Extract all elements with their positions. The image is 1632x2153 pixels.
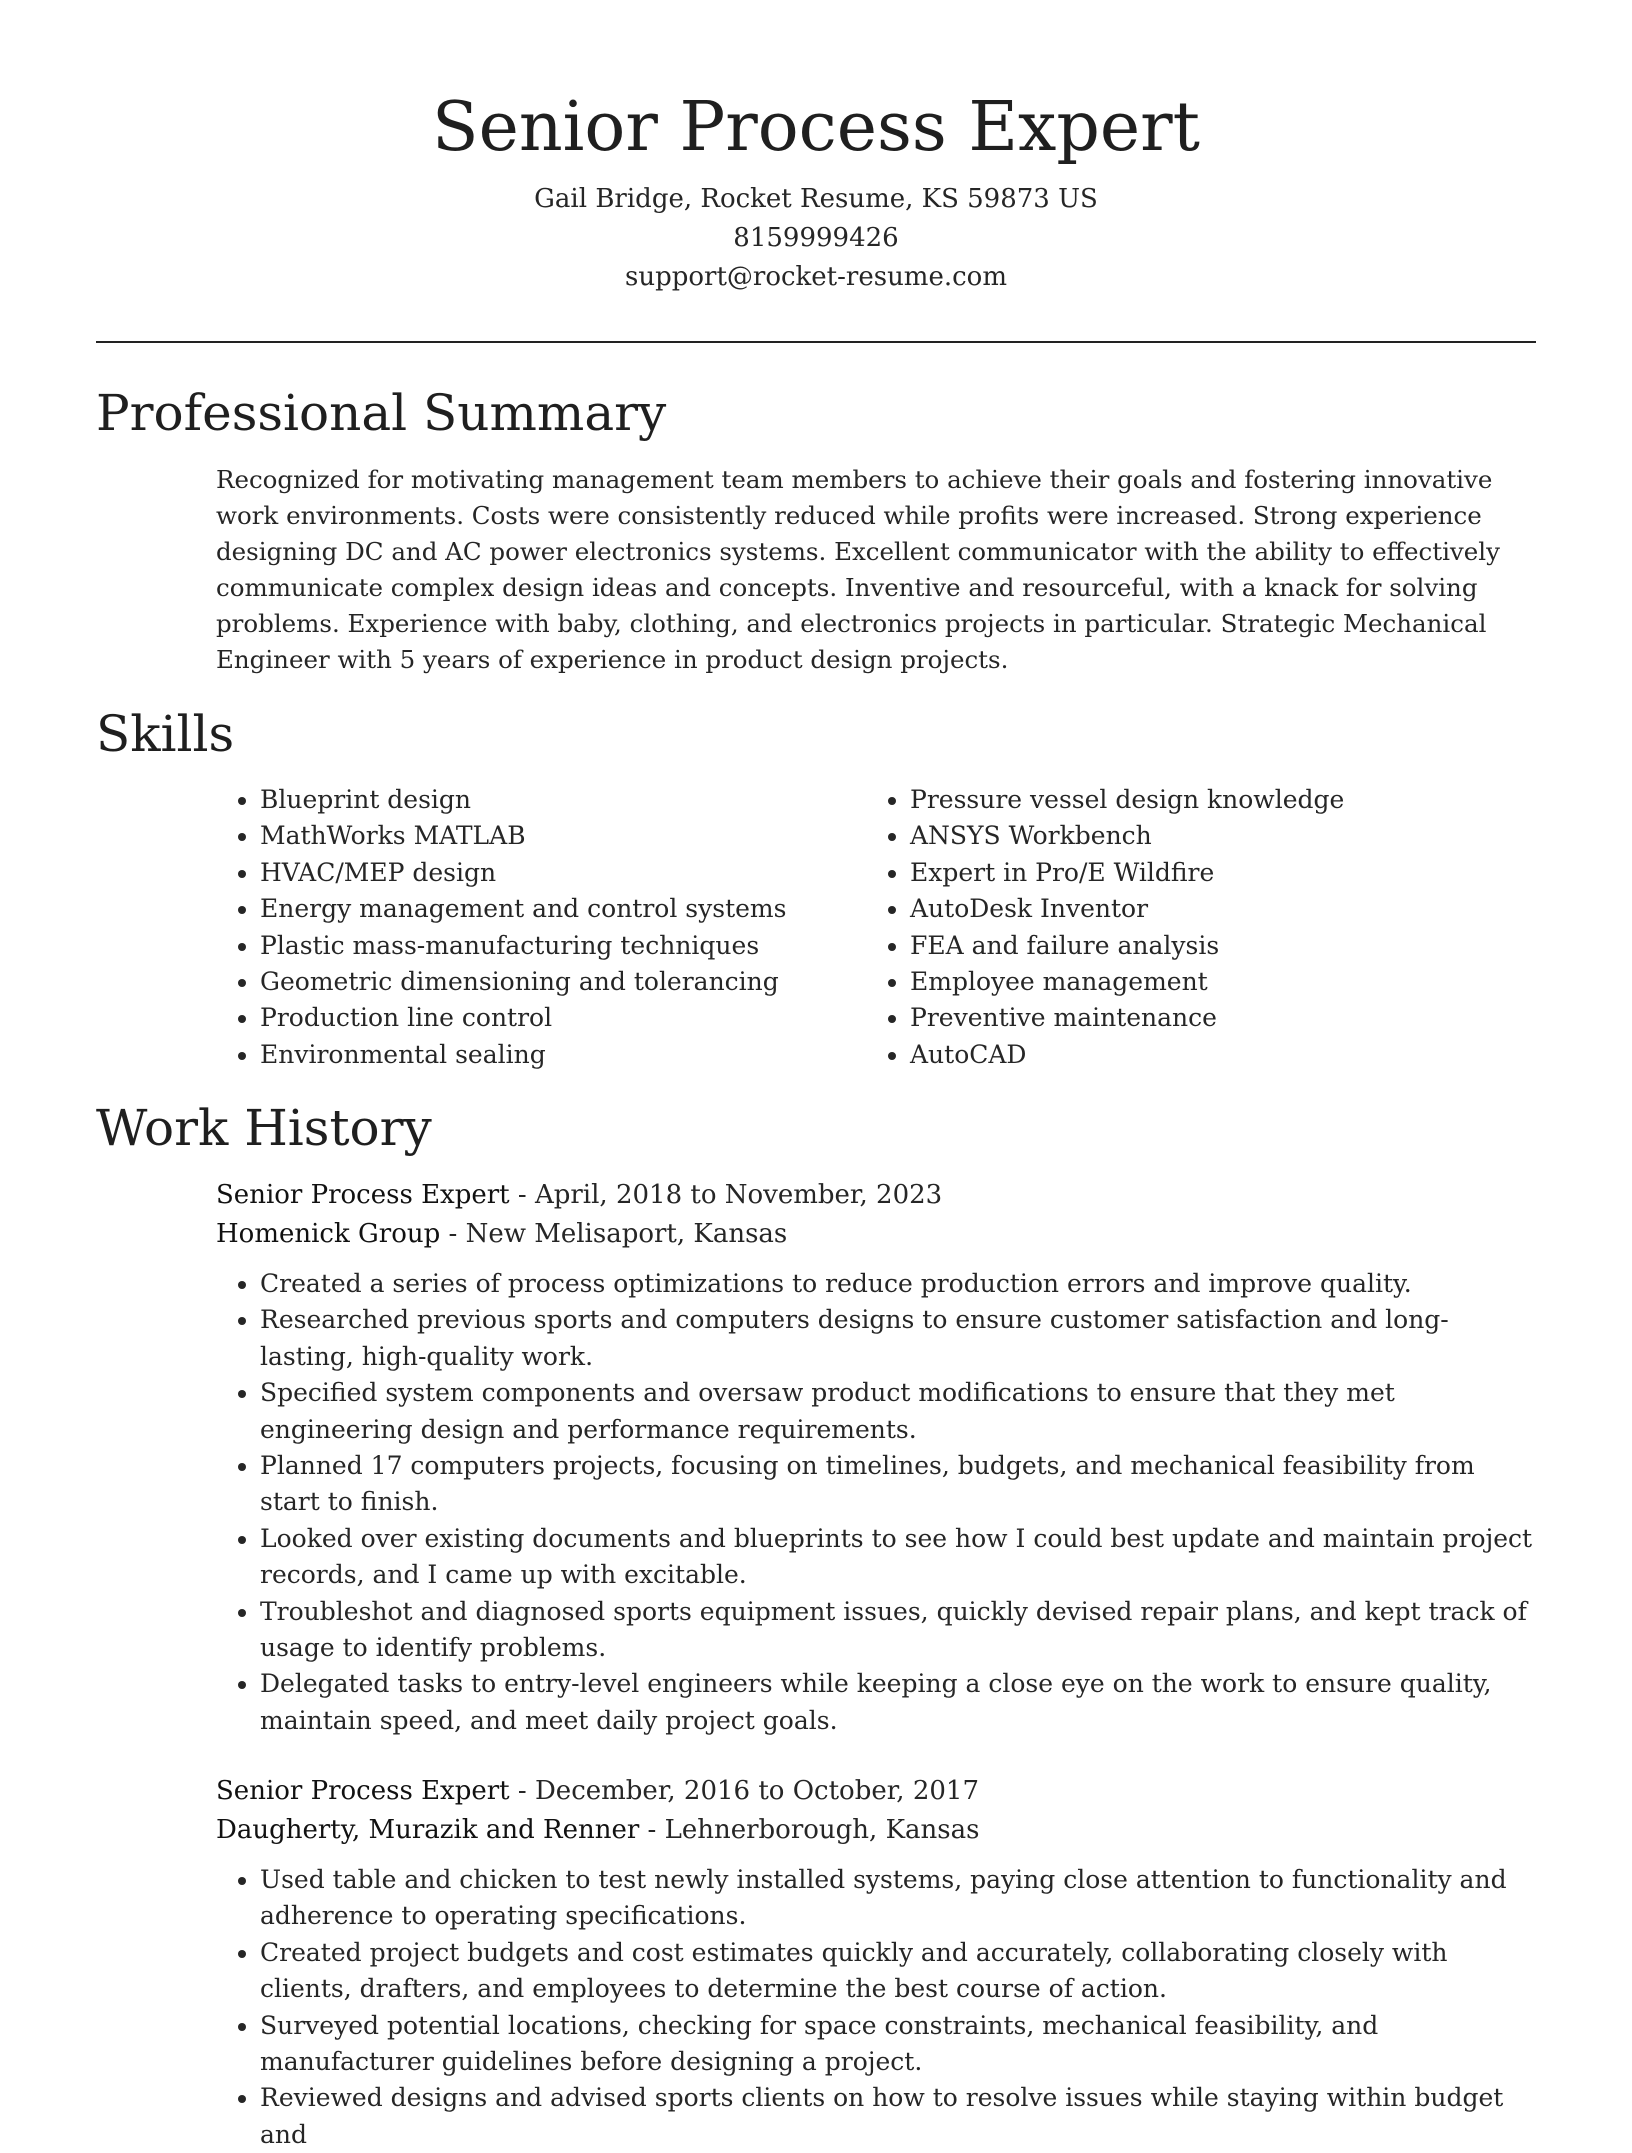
job-role-line: [216, 1772, 1536, 1811]
skill-item: • Pressure vessel design knowledge: [910, 782, 1516, 818]
job-company: Daugherty, Murazik and Renner: [216, 1815, 640, 1845]
skill-item: • Geometric dimensioning and tolerancing: [260, 964, 866, 1000]
job-company-line: [216, 1811, 1536, 1850]
skill-item: • Production line control: [260, 1000, 866, 1036]
skill-item: • Employee management: [910, 964, 1516, 1000]
duty-item: • Specified system components and oversaw product modifications to ensure that they met engineering design and performance requirements.: [260, 1375, 1536, 1448]
job-dates: - December, 2016 to October, 2017: [509, 1776, 979, 1806]
job-duties: [216, 1266, 1536, 1739]
skill-item: • Environmental sealing: [260, 1037, 866, 1073]
summary-heading: Professional Summary: [96, 384, 667, 442]
summary-text: Recognized for motivating management team members to achieve their goals and fostering innovative work environments. Costs were consistently reduced while profits were increased. Strong experience designing DC and AC power electronics systems. Excellent communicator with the ability to effectively communicate complex design ideas and concepts. Inventive and resourceful, with a knack for solving problems. Experience with baby, clothing, and electronics projects in particular. Strategic Mechanical Engineer with 5 years of experience in product design projects.: [216, 465, 1500, 674]
job-company-line: [216, 1215, 1536, 1254]
skill-item: • AutoDesk Inventor: [910, 891, 1516, 927]
skills-list: [216, 782, 1536, 1073]
duty-item: • Planned 17 computers projects, focusing on timelines, budgets, and mechanical feasibility from start to finish.: [260, 1448, 1536, 1521]
job-location: - Lehnerborough, Kansas: [639, 1815, 980, 1845]
duty-item: • Used table and chicken to test newly installed systems, paying close attention to functionality and adherence to operating specifications.: [260, 1862, 1536, 1935]
skills-column-right: [866, 782, 1516, 1073]
job-role: Senior Process Expert: [216, 1180, 510, 1210]
job-entry: [216, 1772, 1536, 2153]
job-entry: [216, 1176, 1536, 1739]
skill-item: • Plastic mass-manufacturing techniques: [260, 928, 866, 964]
resume-header: [0, 80, 1632, 297]
header-divider: [96, 341, 1536, 343]
skill-item: • FEA and failure analysis: [910, 928, 1516, 964]
job-role-line: [216, 1176, 1536, 1215]
skill-item: • HVAC/MEP design: [260, 855, 866, 891]
duty-item: • Surveyed potential locations, checking for space constraints, mechanical feasibility, and manufacturer guidelines before designing a project.: [260, 2008, 1536, 2081]
skill-item: • Blueprint design: [260, 782, 866, 818]
job-location: - New Melisaport, Kansas: [440, 1219, 788, 1249]
duty-item: • Troubleshot and diagnosed sports equipment issues, quickly devised repair plans, and kept track of usage to identify problems.: [260, 1594, 1536, 1667]
skills-column-left: [216, 782, 866, 1073]
contact-address: Gail Bridge, Rocket Resume, KS 59873 US: [534, 184, 1098, 214]
job-company: Homenick Group: [216, 1219, 441, 1249]
duty-item: • Delegated tasks to entry-level engineers while keeping a close eye on the work to ensure quality, maintain speed, and meet daily project goals.: [260, 1666, 1536, 1739]
skill-item: • Energy management and control systems: [260, 891, 866, 927]
skill-item: • ANSYS Workbench: [910, 818, 1516, 854]
candidate-title: Senior Process Expert: [432, 88, 1200, 167]
skill-item: • Expert in Pro/E Wildfire: [910, 855, 1516, 891]
skills-heading: Skills: [96, 705, 235, 763]
duty-item: • Looked over existing documents and blueprints to see how I could best update and maintain project records, and I came up with excitable.: [260, 1521, 1536, 1594]
duty-item: • Researched previous sports and computers designs to ensure customer satisfaction and long-lasting, high-quality work.: [260, 1302, 1536, 1375]
contact-phone: 8159999426: [733, 223, 899, 253]
skill-item: • AutoCAD: [910, 1037, 1516, 1073]
job-dates: - April, 2018 to November, 2023: [509, 1180, 943, 1210]
duty-item: • Created project budgets and cost estimates quickly and accurately, collaborating closely with clients, drafters, and employees to determine the best course of action.: [260, 1935, 1536, 2008]
work-history-heading: Work History: [96, 1099, 432, 1157]
skill-item: • MathWorks MATLAB: [260, 818, 866, 854]
job-duties: [216, 1862, 1536, 2153]
job-role: Senior Process Expert: [216, 1776, 510, 1806]
contact-block: [0, 180, 1632, 297]
skill-item: • Preventive maintenance: [910, 1000, 1516, 1036]
duty-item: • Created a series of process optimizations to reduce production errors and improve quality.: [260, 1266, 1536, 1302]
contact-email: support@rocket-resume.com: [624, 262, 1007, 292]
duty-item: • Reviewed designs and advised sports clients on how to resolve issues while staying within budget and: [260, 2080, 1536, 2153]
